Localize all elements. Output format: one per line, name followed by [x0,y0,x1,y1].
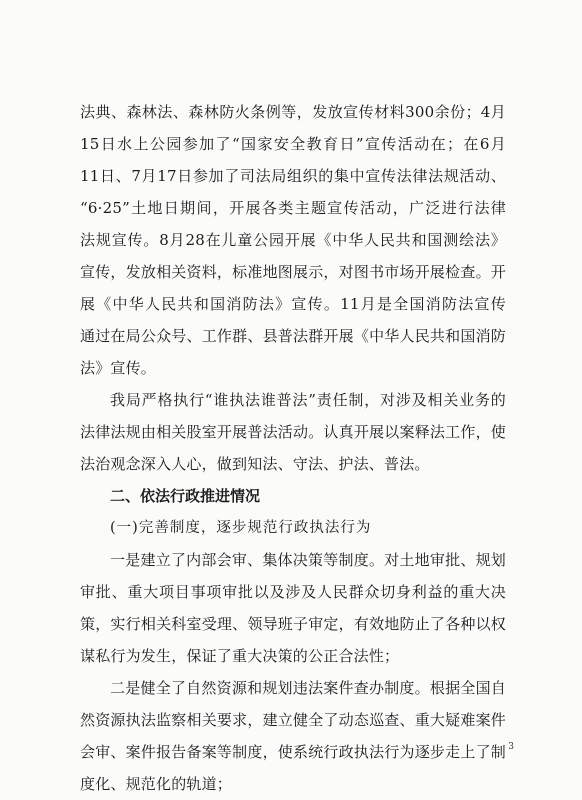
text-line: 15日水上公园参加了“国家安全教育日”宣传活动在；在6月 [80,135,506,153]
paragraph-responsibility-system [80,384,506,480]
text-line: 通过在局公众号、工作群、县普法群开展《中华人民共和国消防 [80,327,506,345]
subsection-heading: (一)完善制度，逐步规范行政执法行为 [110,520,372,536]
paragraph-case-handling [80,672,506,800]
text-line: 会审、案件报告备案等制度，使系统行政执法行为逐步走上了制 [80,743,506,761]
text-line: 11日、7月17日参加了司法局组织的集中宣传法律法规活动、 [80,167,506,185]
text-line: 度化、规范化的轨道； [80,775,233,793]
text-line: 审批、重大项目事项审批以及涉及人民群众切身利益的重大决 [80,583,506,601]
text-line: 宣传，发放相关资料，标准地图展示，对图书市场开展检查。开 [80,263,506,281]
document-body [80,96,506,800]
text-line: “6·25”土地日期间，开展各类主题宣传活动，广泛进行法律 [80,199,506,217]
text-line: 一是建立了内部会审、集体决策等制度。对土地审批、规划 [110,551,506,569]
section-heading: 二、依法行政推进情况 [110,487,261,505]
page-number: 3 [508,742,514,752]
text-line: 策，实行相关科室受理、领导班子审定，有效地防止了各种以权 [80,615,506,633]
text-line: 法典、森林法、森林防火条例等，发放宣传材料300余份；4月 [80,103,506,121]
text-line: 然资源执法监察相关要求，建立健全了动态巡查、重大疑难案件 [80,711,506,729]
text-line: 法》宣传。 [80,359,157,377]
text-line: 我局严格执行“谁执法谁普法”责任制，对涉及相关业务的 [110,391,506,409]
text-line: 法规宣传。8月28在儿童公园开展《中华人民共和国测绘法》 [80,231,506,249]
paragraph-publicity-activities [80,96,506,384]
text-line: 谋私行为发生，保证了重大决策的公正合法性； [80,647,400,665]
paragraph-internal-review [80,544,506,672]
text-line: 法治观念深入人心，做到知法、守法、护法、普法。 [80,455,430,473]
text-line: 二是健全了自然资源和规划违法案件查办制度。根据全国自 [110,679,506,697]
text-line: 展《中华人民共和国消防法》宣传。11月是全国消防法宣传 [80,295,506,313]
text-line: 法律法规由相关股室开展普法活动。认真开展以案释法工作，使 [80,423,506,441]
